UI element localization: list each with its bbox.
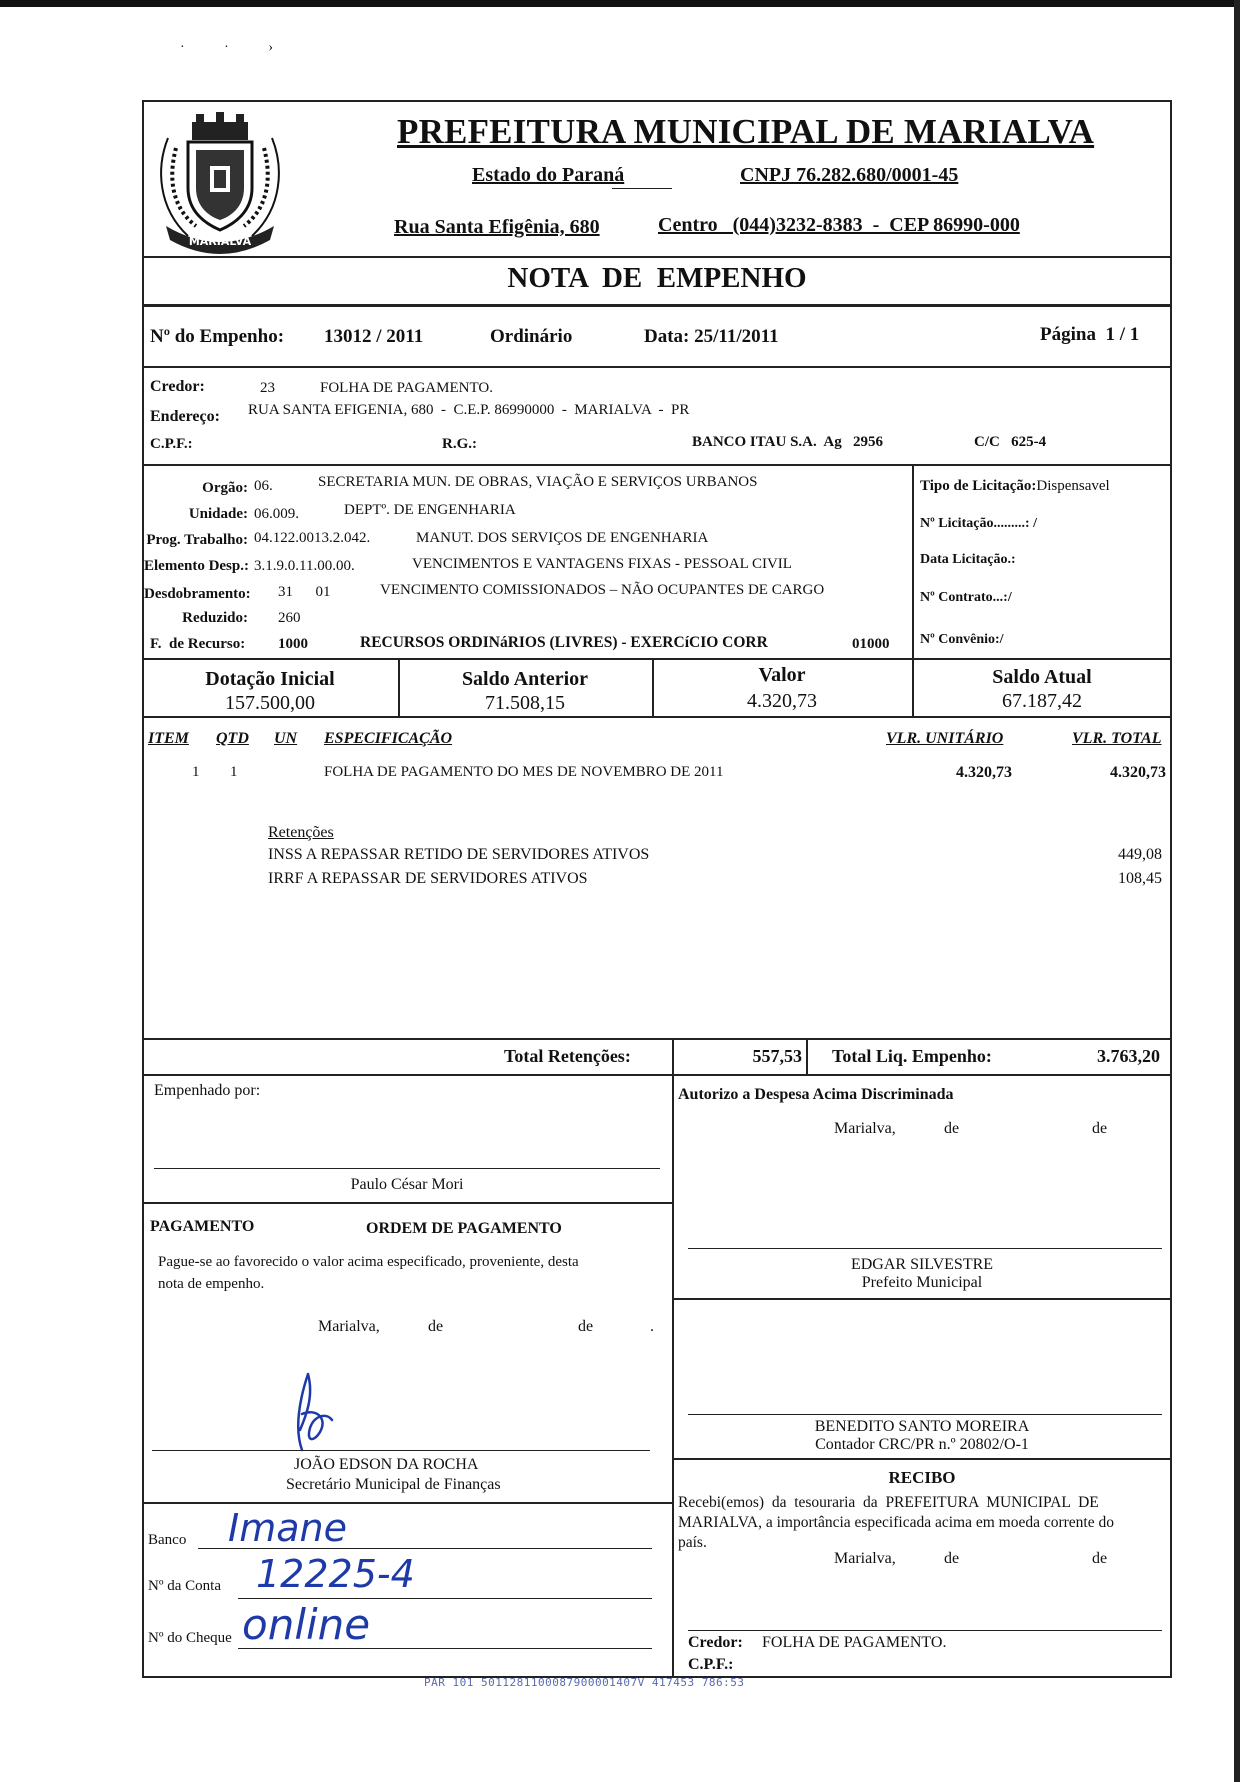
unidade-code: 06.009. (254, 506, 299, 522)
recurso-desc: RECURSOS ORDINáRIOS (LIVRES) - EXERCíCIO CORR (360, 634, 768, 651)
total-liquido-value: 3.763,20 (1097, 1046, 1160, 1066)
pagamento-label: PAGAMENTO (150, 1218, 255, 1235)
prefeito-divider (672, 1298, 1172, 1300)
cheque-label: Nº do Cheque (148, 1630, 232, 1646)
recibo-text-3: país. (678, 1534, 707, 1551)
saldos-divider (142, 716, 1172, 718)
elemento-desc: VENCIMENTOS E VANTAGENS FIXAS - PESSOAL CIVIL (412, 556, 792, 572)
elemento-label: Elemento Desp.: (144, 558, 249, 574)
col-un: UN (274, 730, 298, 747)
pagamento-de-1: de (428, 1318, 444, 1335)
autorizo-city: Marialva, (834, 1120, 896, 1137)
contador-name: BENEDITO SANTO MOREIRA (814, 1418, 1030, 1435)
empenho-date: Data: 25/11/2011 (644, 326, 779, 347)
header-divider (142, 256, 1172, 258)
secretario-name: JOÃO EDSON DA ROCHA (294, 1456, 479, 1473)
title-divider (142, 304, 1172, 307)
dotacao-inicial-value: 157.500,00 (225, 692, 315, 714)
secretario-signature-line (152, 1450, 650, 1451)
scan-top-border (0, 0, 1240, 7)
empenhado-name: Paulo César Mori (350, 1176, 464, 1193)
conta-label: Nº da Conta (148, 1578, 221, 1594)
conta-corrente: C/C 625-4 (974, 434, 1047, 450)
totals-divider-1 (672, 1038, 674, 1678)
item-desc: FOLHA DE PAGAMENTO DO MES DE NOVEMBRO DE 2011 (324, 764, 724, 780)
autorizo-label: Autorizo a Despesa Acima Discriminada (678, 1086, 954, 1103)
retencao-irrf-value: 108,45 (1118, 870, 1162, 887)
retencao-inss-desc: INSS A REPASSAR RETIDO DE SERVIDORES ATIVOS (268, 846, 650, 863)
contrato-number: Nº Contrato...:/ (920, 590, 1012, 605)
total-retencoes-value: 557,53 (752, 1046, 802, 1066)
scan-specks: · · › (180, 40, 291, 55)
item-total-value: 4.320,73 (1110, 764, 1166, 781)
conta-line (238, 1598, 652, 1599)
valor-value: 4.320,73 (747, 690, 817, 712)
endereco-value: RUA SANTA EFIGENIA, 680 - C.E.P. 86990000 - MARIALVA - PR (248, 402, 690, 418)
empenhado-divider (142, 1202, 672, 1204)
recurso-code: 1000 (278, 636, 308, 652)
recurso-label: F. de Recurso: (150, 636, 246, 652)
header-address: Rua Santa Efigênia, 680 (394, 216, 600, 238)
licitacao-tipo-value: Dispensavel (1036, 478, 1110, 494)
desdobramento-label: Desdobramento: (144, 586, 251, 602)
endereco-label: Endereço: (150, 408, 220, 425)
item-qtd: 1 (230, 764, 238, 780)
recibo-credor-value: FOLHA DE PAGAMENTO. (762, 1634, 947, 1651)
col-especificacao: ESPECIFICAÇÃO (324, 730, 453, 747)
recibo-credor-label: Credor: (688, 1634, 743, 1651)
banco-label: Banco (148, 1532, 187, 1548)
orgao-code: 06. (254, 478, 273, 494)
ordem-pagamento-label: ORDEM DE PAGAMENTO (366, 1220, 562, 1237)
prog-desc: MANUT. DOS SERVIÇOS DE ENGENHARIA (416, 530, 709, 546)
unidade-desc: DEPTº. DE ENGENHARIA (344, 502, 516, 518)
pagamento-city: Marialva, (318, 1318, 380, 1335)
credor-divider (142, 464, 1172, 466)
recibo-de-2: de (1092, 1550, 1108, 1567)
pagamento-text-2: nota de empenho. (158, 1276, 265, 1292)
totals-divider-2 (806, 1038, 808, 1074)
pagamento-text-1: Pague-se ao favorecido o valor acima especificado, proveniente, desta (158, 1254, 579, 1270)
credor-code: 23 (260, 380, 275, 396)
credor-name: FOLHA DE PAGAMENTO. (320, 380, 493, 396)
col-valor-total: VLR. TOTAL (1072, 730, 1162, 747)
footer-code: PAR 101 5011281100087900001407V 417453 786:53 (424, 1676, 745, 1689)
header-state: Estado do Paraná (472, 164, 625, 186)
total-liquido-label: Total Liq. Empenho: (832, 1046, 992, 1066)
total-retencoes-label: Total Retenções: (504, 1046, 631, 1066)
dotacao-divider (142, 658, 1172, 660)
header-title: PREFEITURA MUNICIPAL DE MARIALVA (397, 112, 1095, 151)
recibo-text-2: MARIALVA, a importância especificada acima em moeda corrente do (678, 1514, 1114, 1531)
recibo-title: RECIBO (888, 1468, 956, 1487)
reduzido-label: Reduzido: (182, 610, 248, 626)
totals-divider (142, 1074, 1172, 1076)
col-qtd: QTD (216, 730, 249, 747)
empenhado-label: Empenhado por: (154, 1082, 261, 1099)
prog-code: 04.122.0013.2.042. (254, 530, 371, 546)
unidade-label: Unidade: (188, 506, 248, 522)
recibo-city: Marialva, (834, 1550, 896, 1567)
svg-text:MARIALVA: MARIALVA (188, 235, 252, 248)
recibo-cpf-label: C.P.F.: (688, 1656, 734, 1673)
autorizo-de-2: de (1092, 1120, 1108, 1137)
licitacao-tipo-key: Tipo de Licitação: (920, 478, 1037, 494)
retencao-inss-value: 449,08 (1118, 846, 1162, 863)
info-divider (142, 366, 1172, 368)
empenho-label: Nº do Empenho: (150, 326, 285, 347)
secretario-signature (286, 1368, 346, 1463)
doc-title: NOTA DE EMPENHO (507, 262, 807, 294)
pagamento-de-2: de (578, 1318, 594, 1335)
credor-label: Credor: (150, 378, 205, 395)
scan-right-border (1234, 0, 1240, 1782)
valor-label: Valor (758, 664, 806, 686)
retencoes-title: Retenções (268, 824, 334, 841)
col-valor-unitario: VLR. UNITÁRIO (886, 730, 1004, 747)
saldo-anterior-value: 71.508,15 (485, 692, 565, 714)
desdobramento-code: 31 01 (278, 584, 331, 600)
recibo-text-1: Recebi(emos) da tesouraria da PREFEITURA MUNICIPAL DE (678, 1494, 1099, 1511)
empenho-form (142, 100, 1172, 1680)
retencao-irrf-desc: IRRF A REPASSAR DE SERVIDORES ATIVOS (268, 870, 588, 887)
saldo-atual-value: 67.187,42 (1002, 690, 1082, 712)
contador-role: Contador CRC/PR n.º 20802/O-1 (815, 1436, 1029, 1453)
cheque-handwriting: online (242, 1600, 371, 1649)
rg-label: R.G.: (442, 436, 477, 452)
convenio-number: Nº Convênio:/ (920, 632, 1004, 647)
banco-info: BANCO ITAU S.A. Ag 2956 (692, 434, 883, 450)
prog-label: Prog. Trabalho: (146, 532, 248, 548)
contador-signature-line (688, 1414, 1162, 1415)
item-unit-value: 4.320,73 (956, 764, 1012, 781)
recibo-signature-line (688, 1630, 1162, 1631)
pagamento-dot: . (650, 1318, 654, 1335)
saldo-atual-label: Saldo Atual (992, 666, 1092, 688)
prefeito-role: Prefeito Municipal (861, 1274, 983, 1291)
empenhado-signature-line (154, 1168, 660, 1169)
empenho-number: 13012 / 2011 (324, 326, 424, 347)
dotacao-divider-v (912, 464, 914, 658)
contador-divider (672, 1458, 1172, 1460)
header-cnpj: CNPJ 76.282.680/0001-45 (740, 164, 959, 186)
licitacao-date: Data Licitação.: (920, 552, 1016, 567)
cpf-label: C.P.F.: (150, 436, 193, 452)
recibo-de-1: de (944, 1550, 960, 1567)
reduzido-value: 260 (278, 610, 301, 626)
conta-handwriting: 12225-4 (256, 1552, 415, 1596)
secretario-role: Secretário Municipal de Finanças (286, 1476, 501, 1493)
elemento-code: 3.1.9.0.11.00.00. (254, 558, 355, 574)
licitacao-tipo-label (920, 478, 1110, 495)
orgao-desc: SECRETARIA MUN. DE OBRAS, VIAÇÃO E SERVIÇOS URBANOS (318, 474, 758, 490)
empenho-type: Ordinário (490, 326, 573, 347)
banco-handwriting: Imane (228, 1506, 347, 1550)
page-number: Página 1 / 1 (1040, 324, 1140, 345)
col-item: ITEM (148, 730, 189, 747)
orgao-label: Orgão: (202, 480, 248, 496)
dotacao-inicial-label: Dotação Inicial (205, 668, 335, 690)
prefeito-signature-line (688, 1248, 1162, 1249)
desdobramento-desc: VENCIMENTO COMISSIONADOS – NÃO OCUPANTES DE CARGO (380, 582, 825, 598)
items-bottom-divider (142, 1038, 1172, 1040)
pagamento-divider (142, 1502, 672, 1504)
licitacao-number: Nº Licitação.........: / (920, 516, 1037, 531)
prefeito-name: EDGAR SILVESTRE (850, 1256, 994, 1273)
item-number: 1 (192, 764, 200, 780)
header-contact: Centro (044)3232-8383 - CEP 86990-000 (658, 214, 1020, 236)
recurso-number: 01000 (852, 636, 890, 652)
saldo-anterior-label: Saldo Anterior (461, 668, 589, 690)
municipal-seal (148, 108, 292, 256)
autorizo-de-1: de (944, 1120, 960, 1137)
state-underline (612, 188, 672, 189)
